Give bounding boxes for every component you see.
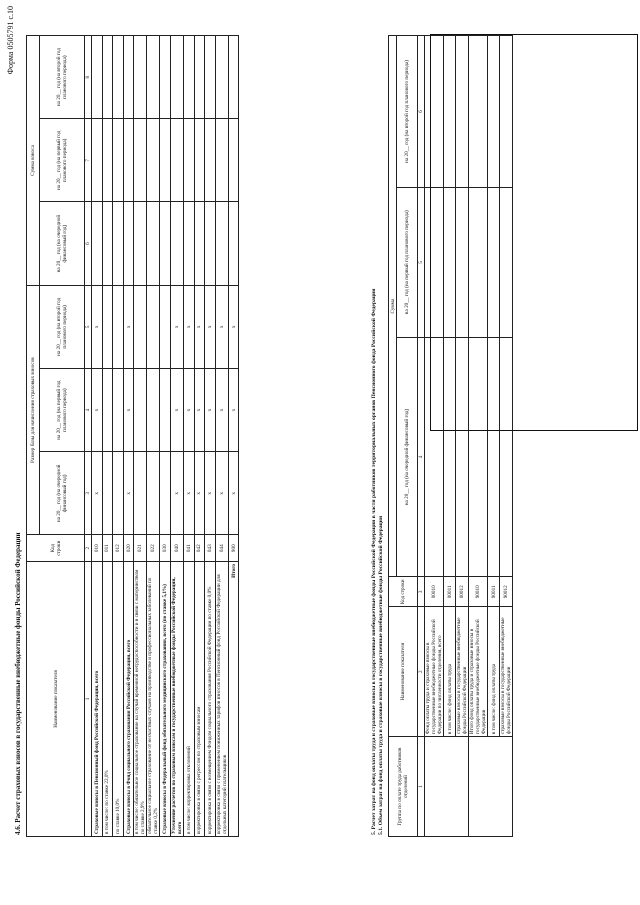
sum-period-1: на 20__ год (на очередной финансовый год) — [40, 202, 85, 285]
value-cell[interactable] — [215, 119, 228, 202]
index-cell: 2 — [85, 535, 92, 562]
row-code: 043 — [205, 535, 216, 562]
row-name: Итого фонд оплаты труда и страховые взносы в государственные внебюджетные фонды Российской Федерации — [469, 607, 488, 737]
index-cell: 1 — [418, 737, 425, 837]
row-code: 00011 — [444, 577, 456, 607]
cross-cell: x — [194, 285, 205, 368]
cross-cell: x — [92, 368, 103, 451]
cross-cell: x — [123, 285, 134, 368]
table-row — [170, 36, 183, 837]
cross-cell: x — [228, 368, 239, 451]
value-cell[interactable] — [113, 36, 124, 119]
row-name: Страховые взносы в Федеральный фонд обязательного медицинского страхования, всего (по ставке 5,1%) — [160, 561, 171, 836]
table-row — [205, 36, 216, 837]
index-cell: 5 — [85, 285, 92, 368]
value-cell[interactable] — [205, 202, 216, 285]
cross-cell: x — [123, 452, 134, 535]
table-row — [183, 36, 194, 837]
cross-cell: x — [228, 285, 239, 368]
cross-cell: x — [183, 285, 194, 368]
value-cell[interactable] — [134, 452, 147, 535]
table-row — [92, 36, 103, 837]
table-row — [215, 36, 228, 837]
row-name: корректировка в связи с применением пониженных тарифов взносов в Пенсионный фонд Российской Федерации для отдельных категорий плательщиков — [215, 561, 228, 836]
value-cell[interactable] — [102, 36, 113, 119]
row-code: 021 — [134, 535, 147, 562]
section-4-6-title: 4.6. Расчет страховых взносов в государственные внебюджетные фонды Российской Федерации — [14, 532, 22, 835]
form-number: Форма 0505791 с.10 — [6, 6, 15, 75]
row-name: Страховые взносы в Фонд социального страхования Российской Федерации, всего — [123, 561, 134, 836]
code-header: Код строки — [389, 577, 418, 607]
row-name: по ставке 10,0% — [113, 561, 124, 836]
row-code: 011 — [102, 535, 113, 562]
cross-cell: x — [194, 452, 205, 535]
cross-cell: x — [194, 368, 205, 451]
row-name: в том числе: обязательное социальное страхование на случай временной нетрудоспособности и в связи с материнством по ставке 2,9% — [134, 561, 147, 836]
index-cell: 3 — [418, 577, 425, 607]
value-cell[interactable] — [134, 285, 147, 368]
row-code: 012 — [113, 535, 124, 562]
value-cell[interactable] — [170, 119, 183, 202]
value-cell[interactable] — [194, 119, 205, 202]
value-cell[interactable] — [102, 119, 113, 202]
row-code: 90010 — [469, 577, 488, 607]
value-cell[interactable] — [170, 202, 183, 285]
row-code: 040 — [170, 535, 183, 562]
value-cell[interactable] — [92, 119, 103, 202]
row-code: 90011 — [488, 577, 500, 607]
row-name: корректировка в связи с регрессом по страховым взносам — [194, 561, 205, 836]
value-cell[interactable] — [113, 285, 124, 368]
value-cell[interactable] — [102, 452, 113, 535]
value-cell[interactable] — [102, 368, 113, 451]
total-code: 900 — [228, 535, 239, 562]
value-cell[interactable] — [147, 368, 160, 451]
value-cell[interactable] — [160, 368, 171, 451]
index-cell: 4 — [85, 368, 92, 451]
index-cell: 6 — [418, 36, 425, 188]
value-cell[interactable] — [102, 202, 113, 285]
value-cell[interactable] — [102, 285, 113, 368]
base-period-1: на 20__ год (на очередной финансовый год) — [40, 452, 85, 535]
row-code: 030 — [160, 535, 171, 562]
index-cell: 1 — [85, 561, 92, 836]
value-cell[interactable] — [92, 202, 103, 285]
value-cell[interactable] — [183, 119, 194, 202]
index-cell: 5 — [418, 187, 425, 337]
group-cell[interactable] — [469, 737, 513, 837]
cross-cell: x — [215, 368, 228, 451]
value-cell[interactable] — [147, 285, 160, 368]
group-cell[interactable] — [425, 737, 469, 837]
table-row — [134, 36, 147, 837]
cross-cell: x — [205, 452, 216, 535]
cross-cell: x — [215, 452, 228, 535]
table-row — [147, 36, 160, 837]
row-name: Уточнение расчетов по страховым взносам в государственные внебюджетные фонды Российской Федерации, всего — [170, 561, 183, 836]
cross-cell: x — [170, 368, 183, 451]
row-code: 00010 — [425, 577, 444, 607]
value-cell[interactable] — [147, 452, 160, 535]
cross-cell: x — [92, 452, 103, 535]
table-row — [113, 36, 124, 837]
sum-group-header: Сумма взноса — [27, 36, 40, 286]
index-cell: 2 — [418, 607, 425, 737]
period-3: на 20__ год (на второй год планового периода) — [397, 36, 418, 188]
period-1: на 20__ год (на очередной финансовый год) — [397, 337, 418, 577]
sum-period-2: на 20__ год (на первый год планового периода) — [40, 119, 85, 202]
value-cell[interactable] — [113, 452, 124, 535]
value-cell[interactable] — [113, 368, 124, 451]
base-group-header: Размер базы для начисления страховых взносов — [27, 285, 40, 535]
value-cell[interactable] — [205, 119, 216, 202]
value-cell[interactable] — [170, 36, 183, 119]
col-code-header: Код строки — [27, 535, 85, 562]
value-cell[interactable] — [134, 119, 147, 202]
section-5-title: 5. Расчет затрат на фонд оплаты труда и страховые взносы в государственные внебюджетные фонды Российской Федерации в части работников территориальных органов Пенсионного фонда Российской Федерации — [371, 288, 377, 835]
insurance-rows — [92, 36, 229, 837]
value-cell[interactable] — [160, 202, 171, 285]
period-2: на 20__ год (на первый год планового периода) — [397, 187, 418, 337]
sum-header: Сумма — [389, 36, 397, 577]
cross-cell: x — [123, 368, 134, 451]
value-cell[interactable] — [160, 285, 171, 368]
value-cell[interactable] — [134, 202, 147, 285]
row-name: страховые взносы в государственные внебюджетные фонды Российской Федерации — [500, 607, 513, 737]
value-cell[interactable] — [123, 36, 134, 119]
value-cell[interactable] — [228, 36, 239, 119]
row-code: 90012 — [500, 577, 513, 607]
row-name: страховые взносы в государственные внебюджетные фонды Российской Федерации — [456, 607, 469, 737]
index-cell: 6 — [85, 202, 92, 285]
row-name: Страховые взносы в Пенсионный фонд Российской Федерации, всего — [92, 561, 103, 836]
value-cell[interactable] — [183, 202, 194, 285]
value-cell[interactable] — [123, 202, 134, 285]
value-cell[interactable] — [160, 36, 171, 119]
value-cell[interactable] — [113, 202, 124, 285]
value-cell[interactable] — [123, 119, 134, 202]
row-code: 044 — [215, 535, 228, 562]
index-cell: 7 — [85, 119, 92, 202]
row-code: 020 — [123, 535, 134, 562]
name-header: Наименование показателя — [389, 607, 418, 737]
value-cell[interactable] — [160, 452, 171, 535]
row-name: обязательное социальное страхование от несчастных случаев на производстве и профессиональных заболеваний по ставке 0,2% — [147, 561, 160, 836]
value-cell[interactable] — [134, 36, 147, 119]
row-name: корректировка в связи с возмещением Фондом социального страхования Российской Федерации по ставке 0,0% — [205, 561, 216, 836]
index-cell: 8 — [85, 36, 92, 119]
index-cell: 4 — [418, 337, 425, 577]
cross-cell: x — [228, 452, 239, 535]
table-row — [160, 36, 171, 837]
value-cell[interactable] — [113, 119, 124, 202]
sum-period-3: на 20__ год (на второй год планового периода) — [40, 36, 85, 119]
table-row — [123, 36, 134, 837]
insurance-contributions-table — [26, 35, 239, 837]
value-cell[interactable] — [183, 36, 194, 119]
row-code: 041 — [183, 535, 194, 562]
cross-cell: x — [170, 452, 183, 535]
row-name: в том числе: фонд оплаты труда — [488, 607, 500, 737]
row-code: 022 — [147, 535, 160, 562]
value-cell[interactable] — [147, 202, 160, 285]
row-name: в том числе: корректировка отклонений — [183, 561, 194, 836]
value-cell[interactable] — [92, 36, 103, 119]
section-5-1-title: 5.1. Объем затрат на фонд оплаты труда и страховые взносы в государственные внебюджетные фонды Российской Федерации — [378, 515, 384, 835]
value-cell[interactable] — [228, 202, 239, 285]
cross-cell: x — [183, 368, 194, 451]
value-cell[interactable] — [215, 36, 228, 119]
base-period-2: на 20__ год (на первый год планового периода) — [40, 368, 85, 451]
cross-cell: x — [183, 452, 194, 535]
table-row-total — [228, 36, 239, 837]
cross-cell: x — [205, 368, 216, 451]
cross-cell: x — [215, 285, 228, 368]
row-name: в том числе: по ставке 22,0% — [102, 561, 113, 836]
value-cell[interactable] — [147, 36, 160, 119]
row-name: в том числе: фонд оплаты труда — [444, 607, 456, 737]
row-code: 042 — [194, 535, 205, 562]
row-name: Фонд оплаты труда и страховые взносы в государственные внебюджетные фонды Российской Федерации по численности отделения, всего — [425, 607, 444, 737]
table-row — [194, 36, 205, 837]
value-cell[interactable] — [147, 119, 160, 202]
value-cell[interactable] — [134, 368, 147, 451]
bold-frame — [430, 34, 638, 431]
col-name-header: Наименование показателя — [27, 561, 85, 836]
row-code: 00012 — [456, 577, 469, 607]
index-cell: 3 — [85, 452, 92, 535]
value-cell[interactable] — [215, 202, 228, 285]
total-label: Итого — [228, 561, 239, 836]
value-cell[interactable] — [194, 202, 205, 285]
row-code: 010 — [92, 535, 103, 562]
cross-cell: x — [205, 285, 216, 368]
cross-cell: x — [170, 285, 183, 368]
value-cell[interactable] — [228, 119, 239, 202]
value-cell[interactable] — [160, 119, 171, 202]
table-row — [102, 36, 113, 837]
base-period-3: на 20__ год (на второй год планового периода) — [40, 285, 85, 368]
value-cell[interactable] — [194, 36, 205, 119]
cross-cell: x — [92, 285, 103, 368]
group-header: Группа по оплате труда работников отделений — [389, 737, 418, 837]
value-cell[interactable] — [205, 36, 216, 119]
